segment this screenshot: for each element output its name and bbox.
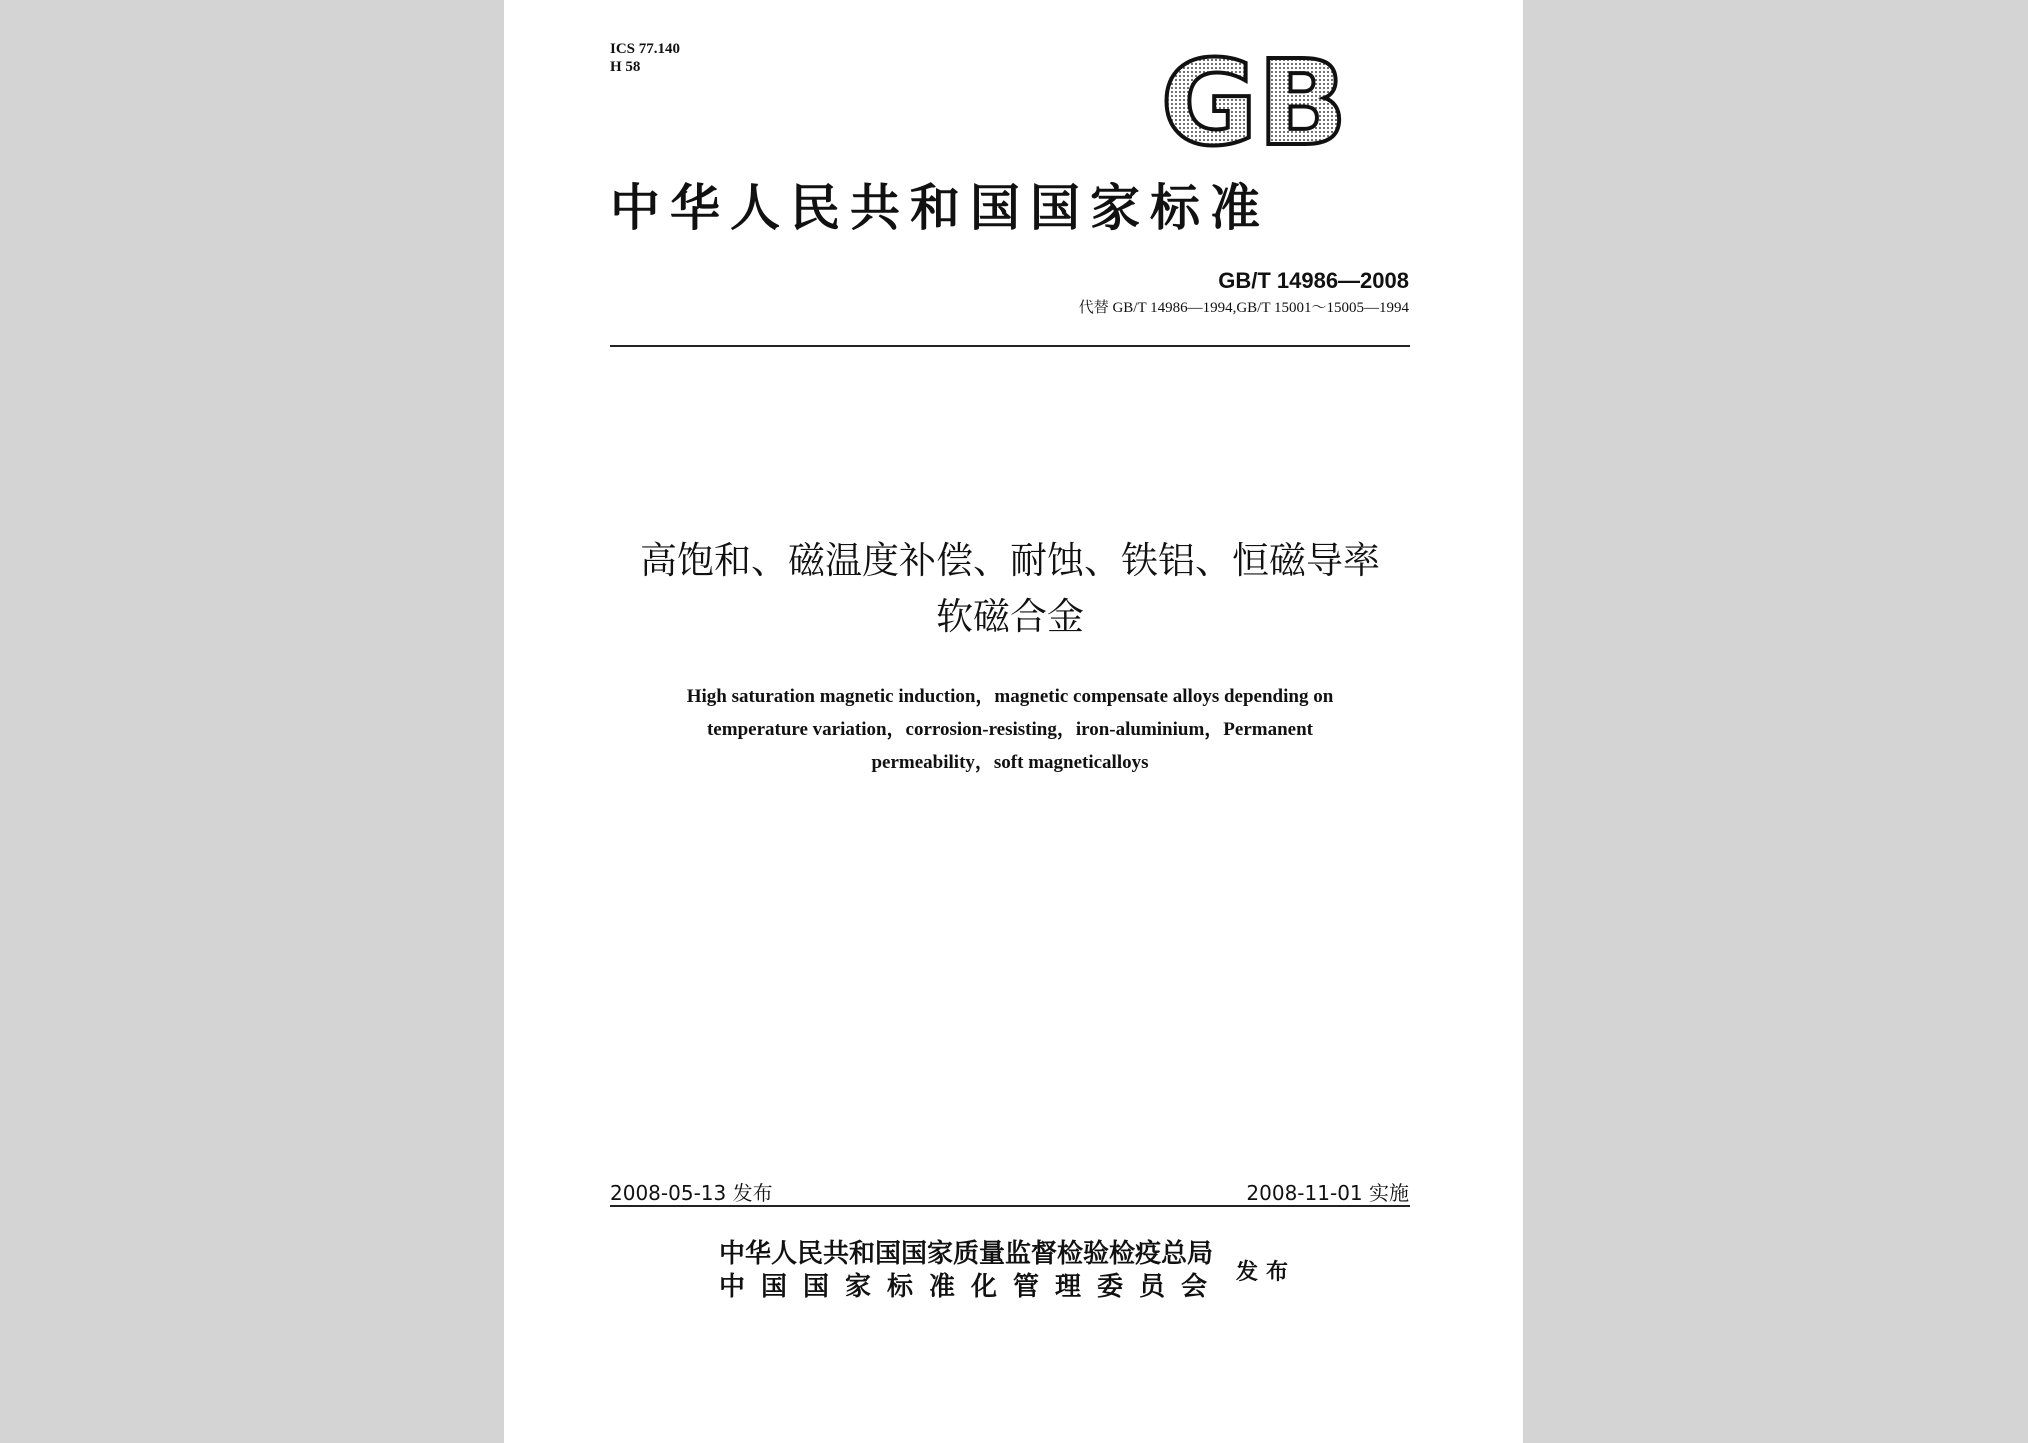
- issuer-aqsiq: 中华人民共和国国家质量监督检验检疫总局: [719, 1239, 1214, 1269]
- gb-logo: [1154, 50, 1354, 155]
- chinese-title: [610, 533, 1410, 645]
- gb-logo-text: GB: [1160, 50, 1348, 155]
- document-page: [504, 0, 1523, 1443]
- ccs-code: H 58: [610, 59, 641, 75]
- issuer-sac: 中国国家标准化管理委员会: [719, 1272, 1224, 1302]
- replaces-note: 代替 GB/T 14986—1994,GB/T 15001～15005—1994: [1078, 300, 1409, 316]
- english-title-line2: temperature variation，corrosion-resisting，iron-aluminium，Permanent: [706, 719, 1313, 740]
- chinese-title-line1: 高饱和、磁温度补偿、耐蚀、铁铝、恒磁导率: [640, 539, 1380, 582]
- issuing-organizations: [719, 1238, 1223, 1304]
- national-standard-title: 中华人民共和国国家标准: [610, 179, 1270, 237]
- chinese-title-line2: 软磁合金: [936, 595, 1084, 638]
- bottom-divider: [610, 1205, 1410, 1207]
- english-title-line3: permeability，soft magneticalloys: [871, 752, 1149, 773]
- ics-code: ICS 77.140: [610, 41, 681, 57]
- top-divider: [610, 345, 1410, 347]
- issue-date: 2008-05-13 发布: [610, 1181, 773, 1205]
- implementation-date: 2008-11-01 实施: [1246, 1181, 1409, 1205]
- publish-label: 发布: [1236, 1260, 1297, 1285]
- english-title: [610, 680, 1410, 779]
- standard-code: GB/T 14986—2008: [1218, 268, 1409, 293]
- english-title-line1: High saturation magnetic induction，magnetic compensate alloys depending on: [686, 686, 1334, 707]
- classification-codes: [610, 40, 680, 76]
